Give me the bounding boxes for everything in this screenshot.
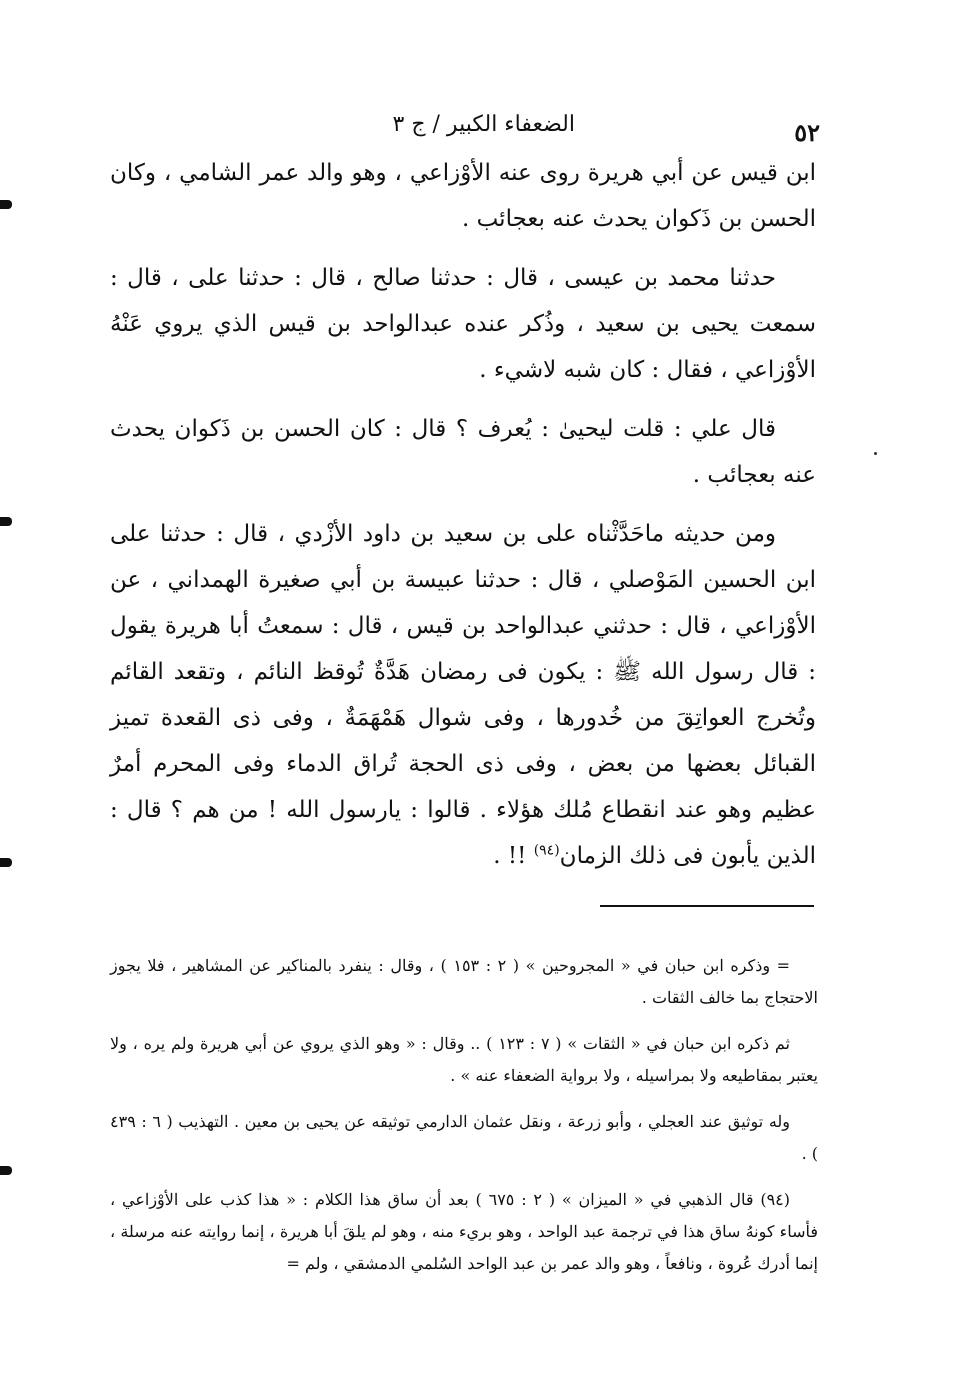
margin-mark — [0, 1166, 12, 1175]
margin-mark — [0, 200, 12, 209]
margin-mark — [0, 858, 12, 867]
running-title: الضعفاء الكبير / ج ٣ — [392, 112, 575, 137]
footnote: = وذكره ابن حبان في « المجروحين » ( ٢ : ١٥٣ ) ، وقال : ينفرد بالمناكير عن المشاهير ، فلا يجوز الاحتجاج بما خالف الثقات . — [110, 956, 818, 1007]
footnote: ثم ذكره ابن حبان في « الثقات » ( ٧ : ١٢٣ ) .. وقال : « وهو الذي يروي عن أبي هريرة ولم يره ، ولا يعتبر بمقاطيعه ولا بمراسيله ، ولا برواية الضعفاء عنه » . — [110, 1034, 818, 1085]
paragraph: ابن قيس عن أبي هريرة روى عنه الأوْزاعي ، وهو والد عمر الشامي ، وكان الحسن بن ذَكوان يحدث عنه بعجائب . — [110, 160, 816, 232]
footnote-reference[interactable]: (٩٤) — [533, 842, 560, 859]
footnotes — [110, 950, 818, 1294]
paragraph: حدثنا محمد بن عيسى ، قال : حدثنا صالح ، قال : حدثنا على ، قال : سمعت يحيى بن سعيد ، وذُكر عنده عبدالواحد بن قيس الذي يروي عَنْهُ الأوْزاعي ، فقال : كان شبه لاشيء . — [110, 265, 816, 383]
footnote-separator — [600, 905, 814, 907]
ink-dot — [874, 452, 877, 455]
paragraph-text: ومن حديثه ماحَدَّثْناه على بن سعيد بن داود الأزْدي ، قال : حدثنا على ابن الحسين المَوْصلي ، قال : حدثنا عبيسة بن أبي صغيرة الهمداني ، عن الأوْزاعي ، قال : حدثني عبدالواحد بن قيس ، قال : سمعتُ أبا هريرة يقول : قال رسول الله ﷺ : يكون فى رمضان هَدَّةٌ تُوقظ النائم ، وتقعد القائم وتُخرج العواتِقَ من خُدورها ، وفى شوال هَمْهَمَةٌ ، وفى ذى القعدة تميز القبائل بعضها من بعض ، وفى ذى الحجة تُراق الدماء وفى المحرم أمرٌ عظيم وهو عند انقطاع مُلك هؤلاء . قالوا : يارسول الله ! من هم ؟ قال : الذين يأبون فى ذلك الزمان — [110, 521, 816, 869]
paragraph: قال علي : قلت ليحيىٰ : يُعرف ؟ قال : كان الحسن بن ذَكوان يحدث عنه بعجائب . — [110, 416, 816, 488]
margin-mark — [0, 517, 12, 526]
page-number: ٥٢ — [794, 118, 820, 147]
page-header — [110, 112, 820, 148]
paragraph — [110, 511, 816, 879]
footnote: وله توثيق عند العجلي ، وأبو زرعة ، ونقل عثمان الدارمي توثيقه عن يحيى بن معين . التهذيب ( ٦ : ٤٣٩ ) . — [110, 1112, 818, 1163]
footnote: (٩٤) قال الذهبي في « الميزان » ( ٢ : ٦٧٥ ) بعد أن ساق هذا الكلام : « هذا كذب على الأوْزاعي ، فأساء كونهُ ساق هذا في ترجمة عبد الواحد ، وهو بريء منه ، وهو لم يلقَ أبا هريرة ، إنما روايته عنه مرسلة ، إنما أدرك عُروة ، ونافعاً ، وهو والد عمر بن عبد الواحد السُلمي الدمشقي ، ولم = — [110, 1190, 818, 1273]
main-text — [110, 150, 816, 892]
paragraph-tail: !! . — [493, 843, 534, 869]
